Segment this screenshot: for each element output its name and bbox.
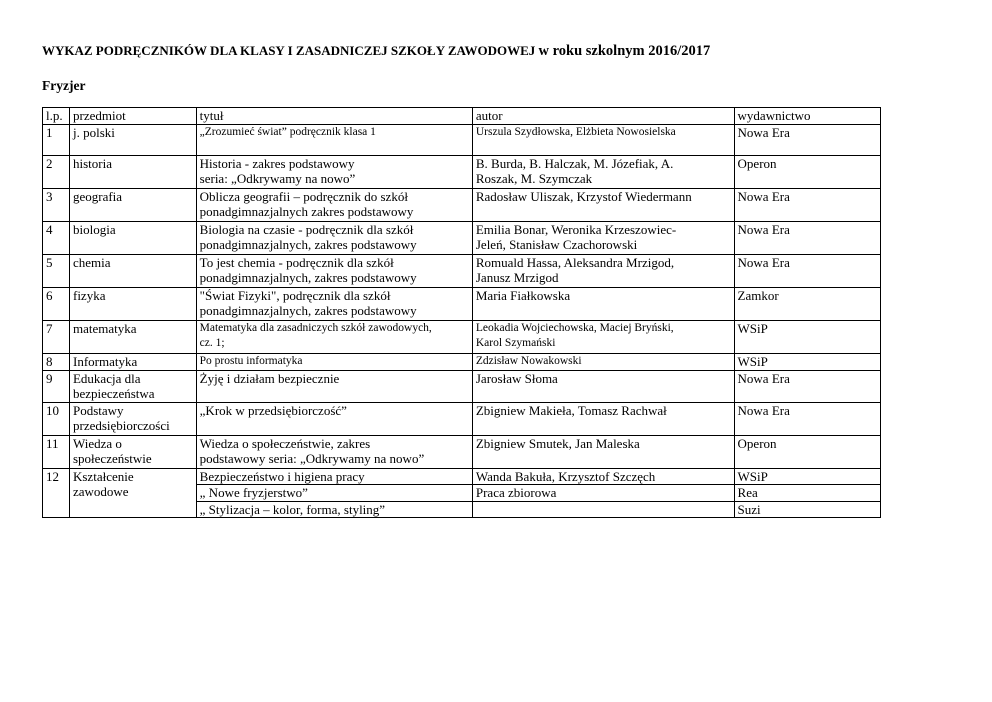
cell-wydawnictwo-line: Operon bbox=[737, 155, 777, 171]
cell-przedmiot-line: Kształcenie bbox=[72, 468, 134, 484]
cell-tytul bbox=[196, 353, 472, 370]
cell-przedmiot bbox=[69, 155, 196, 188]
cell-przedmiot-line: zawodowe bbox=[72, 484, 129, 499]
cell-autor bbox=[472, 370, 734, 402]
cell-przedmiot bbox=[69, 353, 196, 370]
cell-lp bbox=[43, 402, 70, 435]
cell-wydawnictwo bbox=[734, 468, 880, 485]
cell-autor bbox=[472, 124, 734, 155]
table-row bbox=[43, 221, 881, 254]
cell-wydawnictwo-line: WSiP bbox=[737, 320, 768, 336]
cell-lp-line: 11 bbox=[46, 435, 59, 451]
table-row bbox=[43, 435, 881, 468]
cell-lp bbox=[43, 155, 70, 188]
cell-tytul-line: podstawowy seria: „Odkrywamy na nowo” bbox=[199, 451, 425, 466]
cell-lp-line: 8 bbox=[46, 353, 53, 369]
cell-wydawnictwo bbox=[734, 124, 880, 155]
cell-autor bbox=[472, 155, 734, 188]
cell-lp bbox=[43, 287, 70, 320]
header-autor: autor bbox=[472, 108, 734, 125]
cell-autor-line: Jeleń, Stanisław Czachorowski bbox=[475, 237, 638, 252]
cell-lp bbox=[43, 353, 70, 370]
cell-lp-line: 5 bbox=[46, 254, 53, 270]
table-row bbox=[43, 370, 881, 402]
cell-tytul-line: Wiedza o społeczeństwie, zakres bbox=[199, 435, 371, 451]
cell-autor bbox=[472, 221, 734, 254]
cell-wydawnictwo-line: Zamkor bbox=[737, 287, 779, 303]
cell-autor-line: Wanda Bakuła, Krzysztof Szczęch bbox=[475, 468, 656, 484]
cell-tytul-line: Bezpieczeństwo i higiena pracy bbox=[199, 468, 365, 484]
cell-tytul bbox=[196, 320, 472, 353]
cell-tytul-line: To jest chemia - podręcznik dla szkół bbox=[199, 254, 394, 270]
cell-tytul bbox=[196, 155, 472, 188]
cell-tytul-line: ponadgimnazjalnych, zakres podstawowy bbox=[199, 303, 417, 318]
cell-autor-line: Zdzisław Nowakowski bbox=[475, 354, 582, 367]
cell-tytul bbox=[196, 435, 472, 468]
cell-autor bbox=[472, 353, 734, 370]
cell-przedmiot bbox=[69, 370, 196, 402]
cell-wydawnictwo bbox=[734, 320, 880, 353]
cell-przedmiot-line: społeczeństwie bbox=[72, 451, 152, 466]
cell-przedmiot-line: biologia bbox=[72, 221, 116, 237]
cell-tytul bbox=[196, 370, 472, 402]
cell-autor-line: Radosław Uliszak, Krzystof Wiedermann bbox=[475, 188, 692, 204]
cell-tytul-line: "Świat Fizyki", podręcznik dla szkół bbox=[199, 287, 391, 303]
cell-autor-line: Emilia Bonar, Weronika Krzeszowiec- bbox=[475, 221, 677, 237]
cell-autor bbox=[472, 485, 734, 502]
cell-lp-line: 6 bbox=[46, 287, 53, 303]
cell-przedmiot bbox=[69, 254, 196, 287]
cell-przedmiot-line: Informatyka bbox=[72, 353, 138, 369]
cell-tytul-line: Po prostu informatyka bbox=[199, 354, 303, 367]
cell-tytul bbox=[196, 124, 472, 155]
cell-wydawnictwo-line: Nowa Era bbox=[737, 221, 790, 237]
cell-tytul-line: „ Stylizacja – kolor, forma, styling” bbox=[199, 501, 386, 517]
cell-przedmiot bbox=[69, 188, 196, 221]
cell-przedmiot bbox=[69, 124, 196, 155]
table-row bbox=[43, 124, 881, 155]
table-row bbox=[43, 353, 881, 370]
cell-autor bbox=[472, 435, 734, 468]
cell-wydawnictwo bbox=[734, 370, 880, 402]
header-przedmiot: przedmiot bbox=[69, 108, 196, 125]
cell-tytul-line: Oblicza geografii – podręcznik do szkół bbox=[199, 188, 408, 204]
cell-wydawnictwo bbox=[734, 188, 880, 221]
title-main: WYKAZ PODRĘCZNIKÓW DLA KLASY I ZASADNICZEJ SZKOŁY ZAWODOWEJ bbox=[42, 43, 539, 58]
cell-przedmiot-line: historia bbox=[72, 155, 112, 171]
cell-tytul-line: ponadgimnazjalnych, zakres podstawowy bbox=[199, 270, 417, 285]
cell-autor-line: Urszula Szydłowska, Elżbieta Nowosielska bbox=[475, 125, 676, 138]
cell-autor bbox=[472, 254, 734, 287]
cell-wydawnictwo-line: WSiP bbox=[737, 353, 768, 369]
cell-autor-line: Karol Szymański bbox=[475, 337, 556, 349]
cell-tytul bbox=[196, 221, 472, 254]
cell-tytul-line: „ Nowe fryzjerstwo” bbox=[199, 485, 308, 500]
cell-autor-line: Janusz Mrzigod bbox=[475, 270, 559, 285]
document-title bbox=[42, 43, 710, 60]
table-row bbox=[43, 155, 881, 188]
cell-przedmiot-line: Podstawy bbox=[72, 402, 124, 418]
cell-przedmiot-line: bezpieczeństwa bbox=[72, 386, 155, 401]
cell-przedmiot-line: geografia bbox=[72, 188, 123, 204]
cell-przedmiot-line: fizyka bbox=[72, 287, 106, 303]
header-tytul: tytuł bbox=[196, 108, 472, 125]
cell-przedmiot bbox=[69, 435, 196, 468]
cell-tytul-line: ponadgimnazjalnych, zakres podstawowy bbox=[199, 237, 417, 252]
cell-przedmiot bbox=[69, 287, 196, 320]
cell-lp bbox=[43, 188, 70, 221]
cell-tytul-line: Biologia na czasie - podręcznik dla szkół bbox=[199, 221, 414, 237]
cell-lp-line: 9 bbox=[46, 370, 53, 386]
cell-autor bbox=[472, 287, 734, 320]
cell-tytul bbox=[196, 501, 472, 518]
cell-lp bbox=[43, 370, 70, 402]
cell-przedmiot-line: j. polski bbox=[72, 124, 115, 140]
cell-wydawnictwo bbox=[734, 435, 880, 468]
table-row bbox=[43, 468, 881, 485]
cell-wydawnictwo-line: Nowa Era bbox=[737, 254, 790, 270]
cell-przedmiot bbox=[69, 468, 196, 518]
cell-wydawnictwo bbox=[734, 402, 880, 435]
cell-wydawnictwo-line: Rea bbox=[737, 485, 758, 500]
cell-wydawnictwo-line: Operon bbox=[737, 435, 777, 451]
cell-lp-line: 10 bbox=[46, 402, 59, 418]
cell-wydawnictwo bbox=[734, 353, 880, 370]
cell-tytul bbox=[196, 254, 472, 287]
cell-tytul-line: ponadgimnazjalnych zakres podstawowy bbox=[199, 204, 414, 219]
cell-tytul-line: „Zrozumieć świat” podręcznik klasa 1 bbox=[199, 125, 376, 138]
table-row bbox=[43, 287, 881, 320]
cell-autor-line: Zbigniew Makieła, Tomasz Rachwał bbox=[475, 402, 667, 418]
cell-przedmiot-line: Wiedza o bbox=[72, 435, 122, 451]
textbook-table bbox=[42, 107, 881, 518]
cell-lp-line: 3 bbox=[46, 188, 53, 204]
cell-przedmiot-line: chemia bbox=[72, 254, 111, 270]
cell-autor-line: Jarosław Słoma bbox=[475, 370, 558, 386]
cell-lp bbox=[43, 435, 70, 468]
cell-autor-line: Praca zbiorowa bbox=[475, 485, 557, 500]
cell-autor-line: B. Burda, B. Halczak, M. Józefiak, A. bbox=[475, 155, 674, 171]
cell-tytul bbox=[196, 188, 472, 221]
cell-autor bbox=[472, 468, 734, 485]
table-row bbox=[43, 254, 881, 287]
cell-wydawnictwo bbox=[734, 501, 880, 518]
cell-wydawnictwo bbox=[734, 155, 880, 188]
header-wydawnictwo: wydawnictwo bbox=[734, 108, 880, 125]
cell-wydawnictwo-line: Nowa Era bbox=[737, 402, 790, 418]
table-header-row bbox=[43, 108, 881, 125]
cell-wydawnictwo-line: Nowa Era bbox=[737, 188, 790, 204]
cell-przedmiot-line: przedsiębiorczości bbox=[72, 418, 170, 433]
cell-tytul bbox=[196, 287, 472, 320]
cell-tytul-line: Historia - zakres podstawowy bbox=[199, 155, 355, 171]
cell-tytul-line: „Krok w przedsiębiorczość” bbox=[199, 402, 347, 418]
table-row bbox=[43, 402, 881, 435]
title-school-year: w roku szkolnym 2016/2017 bbox=[538, 43, 711, 59]
cell-lp-line: 7 bbox=[46, 320, 53, 336]
cell-lp bbox=[43, 320, 70, 353]
cell-lp bbox=[43, 124, 70, 155]
cell-przedmiot-line: matematyka bbox=[72, 320, 137, 336]
cell-tytul-line: Żyję i działam bezpiecznie bbox=[199, 370, 340, 386]
cell-lp bbox=[43, 221, 70, 254]
cell-lp-line: 1 bbox=[46, 124, 53, 140]
cell-autor-line: Maria Fiałkowska bbox=[475, 287, 571, 303]
cell-lp-line: 4 bbox=[46, 221, 53, 237]
cell-przedmiot bbox=[69, 402, 196, 435]
cell-tytul bbox=[196, 468, 472, 485]
cell-autor-line: Leokadia Wojciechowska, Maciej Bryński, bbox=[475, 321, 674, 334]
cell-przedmiot-line: Edukacja dla bbox=[72, 370, 141, 386]
cell-wydawnictwo-line: Suzi bbox=[737, 501, 761, 517]
cell-wydawnictwo bbox=[734, 221, 880, 254]
cell-wydawnictwo bbox=[734, 287, 880, 320]
cell-wydawnictwo bbox=[734, 254, 880, 287]
cell-przedmiot bbox=[69, 320, 196, 353]
cell-autor-line: Zbigniew Smutek, Jan Maleska bbox=[475, 435, 640, 451]
cell-tytul bbox=[196, 402, 472, 435]
cell-autor bbox=[472, 188, 734, 221]
cell-tytul bbox=[196, 485, 472, 502]
cell-autor-line: Romuald Hassa, Aleksandra Mrzigod, bbox=[475, 254, 675, 270]
profession-subtitle: Fryzjer bbox=[42, 78, 86, 93]
cell-tytul-line: cz. 1; bbox=[199, 337, 225, 349]
cell-lp bbox=[43, 254, 70, 287]
table-row bbox=[43, 320, 881, 353]
cell-wydawnictwo-line: Nowa Era bbox=[737, 124, 790, 140]
table-row bbox=[43, 188, 881, 221]
cell-tytul-line: seria: „Odkrywamy na nowo” bbox=[199, 171, 356, 186]
cell-tytul-line: Matematyka dla zasadniczych szkół zawodowych, bbox=[199, 321, 432, 334]
header-lp: l.p. bbox=[43, 108, 70, 125]
cell-wydawnictwo bbox=[734, 485, 880, 502]
cell-autor bbox=[472, 402, 734, 435]
cell-lp-line: 12 bbox=[46, 468, 59, 484]
cell-autor-line: Roszak, M. Szymczak bbox=[475, 171, 593, 186]
cell-wydawnictwo-line: WSiP bbox=[737, 468, 768, 484]
cell-przedmiot bbox=[69, 221, 196, 254]
cell-lp bbox=[43, 468, 70, 518]
cell-wydawnictwo-line: Nowa Era bbox=[737, 370, 790, 386]
cell-autor bbox=[472, 320, 734, 353]
cell-lp-line: 2 bbox=[46, 155, 53, 171]
cell-autor bbox=[472, 501, 734, 518]
